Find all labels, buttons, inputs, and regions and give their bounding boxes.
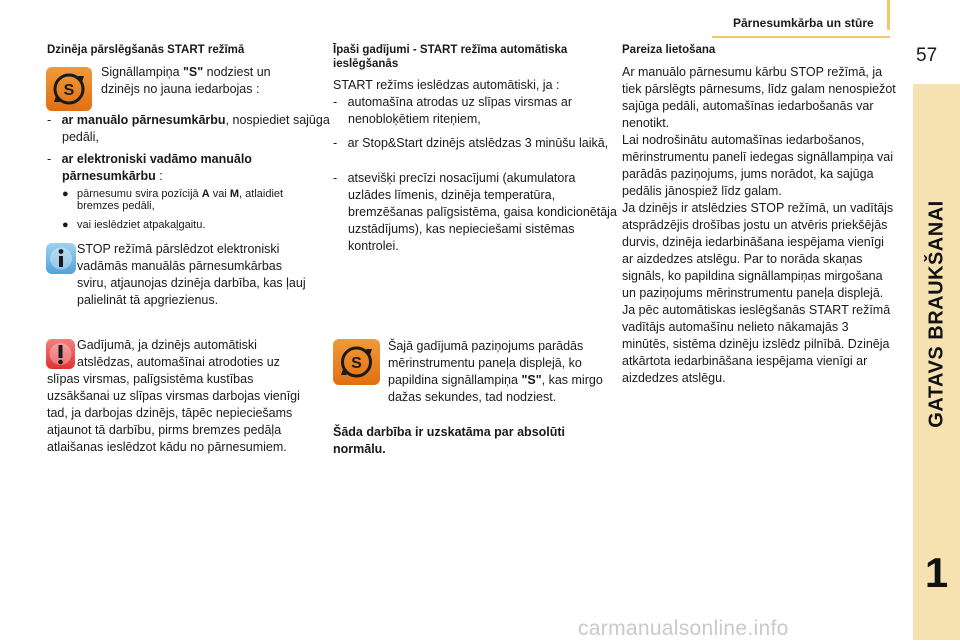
- sub-item-lever-position: ● pārnesumu svira pozīcijā A vai M, atlaidiet bremzes pedāli,: [62, 188, 284, 212]
- header-accent-tick: [887, 0, 890, 30]
- list-item-electronic-gearbox: - ar elektroniski vadāmo manuālo pārnesumkārbu :: [47, 152, 252, 183]
- list-item-conditions: - atsevišķi precīzi nosacījumi (akumulatora uzlādes līmenis, dzinēja temperatūra, bremzēšanas palīgsistēma, gaisa kondicionētāja uzstādījums), kas nepieciešami sistēmas kontrolei.: [333, 171, 617, 253]
- special-cases-note: Šajā gadījumā paziņojums parādās mērinstrumentu paneļa displejā, ko papildina signāllampiņa "S", kas mirgo dažas sekundes, tad nodziest.: [388, 339, 603, 404]
- chapter-number: 1: [924, 549, 949, 596]
- watermark: carmanualsonline.info: [578, 617, 789, 640]
- start-intro-text: Signāllampiņa "S" nodziest un dzinējs no jauna iedarbojas :: [101, 65, 271, 96]
- chapter-side-tab: [913, 84, 960, 640]
- header-underline: [712, 36, 890, 38]
- page-number: 57: [916, 45, 938, 66]
- special-cases-intro: START režīms ieslēdzas automātiski, ja :: [333, 78, 560, 92]
- svg-text:S: S: [63, 82, 75, 99]
- section-heading-start-mode: Dzinēja pārslēgšanās START režīmā: [47, 44, 245, 56]
- list-item-three-minutes: - ar Stop&Start dzinējs atslēdzas 3 minūšu laikā,: [333, 136, 609, 150]
- stop-start-s-icon: [333, 339, 380, 385]
- section-heading-special-cases: Īpaši gadījumi - START režīma automātiska ieslēgšanās: [333, 44, 568, 70]
- svg-text:S: S: [351, 355, 362, 372]
- chapter-title: GATAVS BRAUKŠANAI: [925, 200, 947, 428]
- section-heading-correct-use: Pareiza lietošana: [622, 44, 716, 56]
- sub-item-reverse-gear: ● vai ieslēdziet atpakaļgaitu.: [62, 219, 206, 231]
- normal-operation-conclusion: Šāda darbība ir uzskatāma par absolūti normālu.: [333, 425, 566, 456]
- page-header-title: Pārnesumkārba un stūre: [733, 16, 874, 30]
- warning-note-text: Gadījumā, ja dzinējs automātiski atslēdzas, automašīnai atrodoties uz slīpas virsmas, palīgsistēma kustības uzsākšanai uz slīpas virsmas darbojas vienīgi tad, ja darbojas dzinējs, tāpēc nepieciešams atjaunot tā darbību, pirms bremzes pedāļa atlaišanas ieslēdzot kādu no pārnesumiem.: [47, 338, 300, 454]
- correct-use-body: Ar manuālo pārnesumu kārbu STOP režīmā, ja tiek pārslēgts pārnesums, līdz galam nenospiežot sajūga pedāli, automašīnas iedarbošanās var nenotikt. Lai nodrošinātu automašīnas iedarbošanos, mērinstrumentu panelī iedegas signāllampiņa vai parādās paziņojums, jums norādot, ka sajūga pedālis jānospiež līdz galam. Ja dzinējs ir atslēdzies STOP režīmā, un vadītājs atsprādzējis drošības jostu un atvēris priekšējās durvis, dzinēja iedarbināšana iespējama vienīgi ar aizdedzes atslēgu. Par to norāda skaņas signāls, ko papildina signāllampiņas mirgošana un paziņojums mērinstrumentu paneļa displejā. Ja pēc automātiskas ieslēgšanās START režīmā vadītājs automašīnu nelieto nākamajās 3 minūtēs, sistēma dzinēju izslēdz pilnībā. Dzinēja atkārtota iedarbināšana iespējama vienīgi ar aizdedzes atslēgu.: [622, 65, 896, 385]
- list-item-slope: - automašīna atrodas uz slīpas virsmas ar nenobloķētiem riteņiem,: [333, 95, 572, 126]
- info-note-text: STOP režīmā pārslēdzot elektroniski vadāmās manuālās pārnesumkārbas sviru, atjaunojas dzinēja darbība, kas ļauj palielināt tā apgriezienus.: [77, 242, 306, 307]
- stop-start-s-icon: [46, 67, 92, 111]
- info-icon: [46, 243, 76, 274]
- list-item-manual-gearbox: - ar manuālo pārnesumkārbu, nospiediet sajūga pedāli,: [47, 113, 330, 144]
